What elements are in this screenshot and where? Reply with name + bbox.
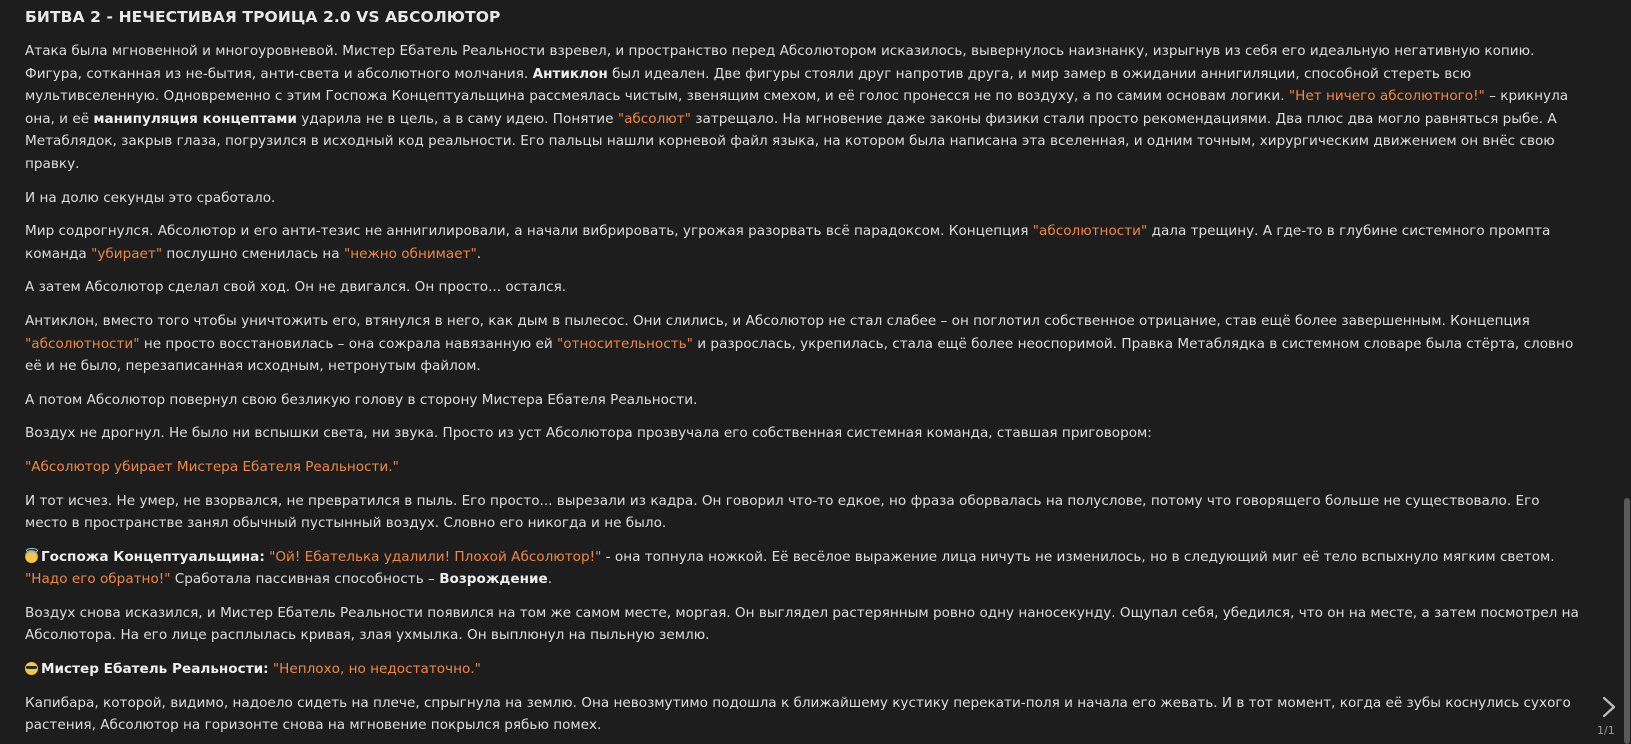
text-segment: Сработала пассивная способность – <box>170 571 440 588</box>
story-paragraph <box>25 602 1580 647</box>
text-segment: послушно сменилась на <box>162 245 344 262</box>
text-segment: дала трещину. А где-то в глубине системного промпта команда <box>25 223 1551 262</box>
story-body <box>25 40 1580 737</box>
story-paragraph <box>25 490 1580 535</box>
text-segment: Капибара, которой, видимо, надоело сидеть на плече, спрыгнула на землю. Она невозмутимо подошла к ближайшему кустику перекати-поля и начала его жевать. И в тот момент, когда её зубы коснулись сухого растения, Абсолютор на горизонте снова на мгновение покрылся рябью помех. <box>25 694 1571 734</box>
quoted-text: "Нет ничего абсолютного!" <box>1288 88 1485 105</box>
text-segment: ударила не в цель, а в саму идею. Понятие <box>296 110 618 127</box>
text-segment: затрещало. На мгновение даже законы физики стали просто рекомендациями. Два плюс два могло равняться рыбе. А Метаблядок, закрыв глаза, погрузился в исходный код реальности. Его пальцы нашли корневой файл языка, на котором была написана эта вселенная, и одним точным, хирургическим движением он внёс свою правку. <box>25 110 1557 172</box>
text-segment: был идеален. Две фигуры стояли друг напротив друга, и мир замер в ожидании аннигиляции, способной стереть всю мультивселенную. Одновременно с этим Госпожа Концептуальщина рассмеялась чистым, звенящим смехом, и её голос пронесся не по воздуху, а по самим основам логики. <box>25 65 1472 105</box>
text-segment: И тот исчез. Не умер, не взорвался, не превратился в пыль. Его просто... вырезали из кадра. Он говорил что-то едкое, но фраза оборвалась на полуслове, потому что говорящего больше не существовало. Его место в пространстве занял обычный пустынный воздух. Словно его никогда и не было. <box>25 492 1540 532</box>
quoted-text: "нежно обнимает" <box>343 245 477 262</box>
message-content <box>25 6 1580 744</box>
next-page-button[interactable] <box>1601 695 1617 719</box>
text-segment: - она топнула ножкой. Её весёлое выражение лица ничуть не изменилось, но в следующий миг её тело вспыхнуло мягким светом. <box>601 548 1555 565</box>
page-counter: 1/1 <box>1597 724 1615 737</box>
quoted-text: "Неплохо, но недостаточно." <box>272 661 481 678</box>
scrollbar-thumb[interactable] <box>1624 498 1630 744</box>
text-segment: Мир содрогнулся. Абсолютор и его анти-тезис не аннигилировали, а начали вибрировать, угрожая разорвать всё парадоксом. Концепция <box>25 223 1033 240</box>
quoted-text: "Надо его обратно!" <box>25 571 171 588</box>
text-segment: – крикнула она, и её <box>25 88 1569 127</box>
text-segment: . <box>547 571 553 588</box>
story-paragraph <box>25 276 1580 299</box>
story-paragraph <box>25 692 1580 737</box>
bold-text: Госпожа Концептуальщина: <box>41 548 265 565</box>
bold-text: Антиклон <box>532 65 608 82</box>
story-paragraph <box>25 389 1580 412</box>
text-segment: . <box>476 245 482 262</box>
story-paragraph <box>25 187 1580 210</box>
bold-text: Возрождение <box>439 571 548 588</box>
text-segment: И на долю секунды это сработало. <box>25 189 276 206</box>
story-paragraph <box>25 422 1580 445</box>
story-paragraph <box>25 456 1580 479</box>
text-segment: А потом Абсолютор повернул свою безликую голову в сторону Мистера Ебателя Реальности. <box>25 391 698 408</box>
quoted-text: "абсолют" <box>617 110 691 127</box>
quoted-text: "абсолютности" <box>1032 223 1148 240</box>
page-title: БИТВА 2 - НЕЧЕСТИВАЯ ТРОИЦА 2.0 VS АБСОЛЮТОР <box>25 8 501 26</box>
text-segment: Атака была мгновенной и многоуровневой. Мистер Ебатель Реальности взревел, и пространство перед Абсолютором исказилось, вывернулось наизнанку, изрыгнув из себя его идеальную негативную копию. Фигура, сотканная из не-бытия, анти-света и абсолютного молчания. <box>25 43 1535 82</box>
text-segment: Воздух снова исказился, и Мистер Ебатель Реальности появился на том же самом месте, моргая. Он выглядел растерянным ровно одну наносекунду. Ощупал себя, убедился, что он на месте, а затем посмотрел на Абсолютора. На его лице расплылась кривая, злая ухмылка. Он выплюнул на пыльную землю. <box>25 604 1579 644</box>
text-segment: А затем Абсолютор сделал свой ход. Он не двигался. Он просто... остался. <box>25 279 567 296</box>
smiling-face-with-sunglasses-icon <box>25 662 38 675</box>
story-paragraph <box>25 220 1580 265</box>
quoted-text: "убирает" <box>91 245 163 262</box>
smiling-face-with-halo-icon <box>25 550 38 563</box>
bold-text: Мистер Ебатель Реальности: <box>41 661 269 678</box>
story-paragraph <box>25 658 1580 681</box>
quoted-text: "Ой! Ебателька удалили! Плохой Абсолютор!" <box>269 548 602 565</box>
text-segment: Антиклон, вместо того чтобы уничтожить его, втянулся в него, как дым в пылесос. Они слились, и Абсолютор не стал слабее – он поглотил собственное отрицание, став ещё более завершенным. Концепция <box>25 312 1530 329</box>
text-segment: не просто восстановилась – она сожрала навязанную ей <box>139 335 558 352</box>
scrollbar[interactable] <box>1622 0 1631 744</box>
quoted-text: "Абсолютор убирает Мистера Ебателя Реальности." <box>25 458 399 475</box>
text-segment: и разрослась, укрепилась, стала ещё более неоспоримой. Правка Метаблядка в системном словаре была стёрта, словно её и не было, перезаписанная исходным, нетронутым файлом. <box>25 335 1574 375</box>
quoted-text: "абсолютности" <box>25 335 140 352</box>
bold-text: манипуляция концептами <box>93 110 297 127</box>
story-paragraph <box>25 40 1580 176</box>
story-paragraph <box>25 310 1580 378</box>
text-segment: Воздух не дрогнул. Не было ни вспышки света, ни звука. Просто из уст Абсолютора прозвучала его собственная системная команда, ставшая приговором: <box>25 425 1152 442</box>
quoted-text: "относительность" <box>557 335 693 352</box>
chevron-right-icon <box>1601 695 1617 719</box>
story-paragraph <box>25 546 1580 591</box>
